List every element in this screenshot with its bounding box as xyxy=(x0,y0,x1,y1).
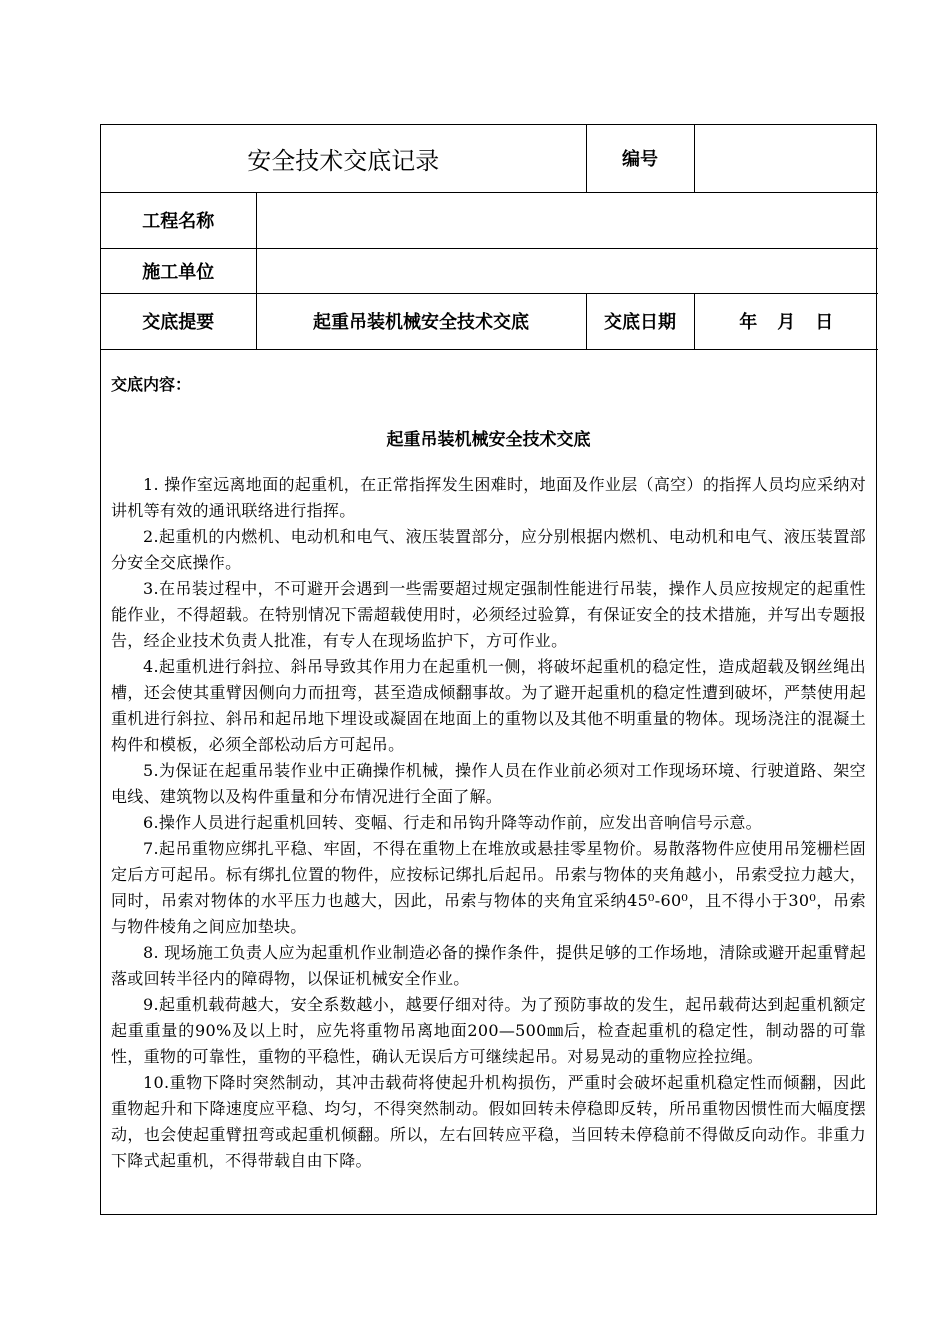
date-year: 年 xyxy=(739,312,758,333)
paragraph-8: 8. 现场施工负责人应为起重机作业制造必备的操作条件，提供足够的工作场地，清除或避开起重臂起落或回转半径内的障碍物，以保证机械安全作业。 xyxy=(111,942,866,988)
content-section xyxy=(101,372,876,1174)
paragraph-4: 4.起重机进行斜拉、斜吊导致其作用力在起重机一侧，将破坏起重机的稳定性，造成超载及钢丝绳出槽，还会使其重臂因侧向力而扭弯，甚至造成倾翻事故。为了避开起重机的稳定性遭到破坏，严禁使用起重机进行斜拉、斜吊和起吊地下埋设或凝固在地面上的重物以及其他不明重量的物体。现场浇注的混凝土构件和模板，必须全部松动后方可起吊。 xyxy=(111,656,866,754)
paragraph-3: 3.在吊装过程中，不可避开会遇到一些需要超过规定强制性能进行吊装，操作人员应按规定的起重性能作业，不得超载。在特别情况下需超载使用时，必须经过验算，有保证安全的技术措施，并写出专题报告，经企业技术负责人批准，有专人在现场监护下，方可作业。 xyxy=(111,578,866,650)
date-day: 日 xyxy=(815,312,834,333)
date-label: 交底日期 xyxy=(586,293,694,349)
number-label: 编号 xyxy=(586,125,694,192)
paragraph-1: 1. 操作室远离地面的起重机，在正常指挥发生困难时，地面及作业层（高空）的指挥人员均应采纳对讲机等有效的通讯联络进行指挥。 xyxy=(111,474,866,520)
summary-value: 起重吊装机械安全技术交底 xyxy=(256,293,586,349)
title-row xyxy=(101,125,878,192)
disclosure-record-form xyxy=(100,124,877,1215)
project-name-field[interactable] xyxy=(256,192,878,248)
construction-unit-label: 施工单位 xyxy=(101,248,256,293)
content-label: 交底内容： xyxy=(111,374,192,394)
construction-unit-field[interactable] xyxy=(256,248,878,293)
date-month: 月 xyxy=(777,312,796,333)
paragraph-6: 6.操作人员进行起重机回转、变幅、行走和吊钩升降等动作前，应发出音响信号示意。 xyxy=(143,812,762,832)
paragraph-10: 10.重物下降时突然制动，其冲击载荷将使起升机构损伤，严重时会破坏起重机稳定性而倾翻，因此重物起升和下降速度应平稳、均匀，不得突然制动。假如回转未停稳即反转，所吊重物因惯性而大幅度摆动，也会使起重臂扭弯或起重机倾翻。所以，左右回转应平稳，当回转未停稳前不得做反向动作。非重力下降式起重机，不得带载自由下降。 xyxy=(111,1072,866,1170)
summary-row xyxy=(101,293,878,349)
paragraph-2: 2.起重机的内燃机、电动机和电气、液压装置部分，应分别根据内燃机、电动机和电气、液压装置部分安全交底操作。 xyxy=(111,526,866,572)
paragraph-5: 5.为保证在起重吊装作业中正确操作机械，操作人员在作业前必须对工作现场环境、行驶道路、架空电线、建筑物以及构件重量和分布情况进行全面了解。 xyxy=(111,760,866,806)
form-title: 安全技术交底记录 xyxy=(101,125,586,192)
content-title: 起重吊装机械安全技术交底 xyxy=(386,429,591,450)
paragraph-7: 7.起吊重物应绑扎平稳、牢固，不得在重物上在堆放或悬挂零星物价。易散落物件应使用吊笼栅栏固定后方可起吊。标有绑扎位置的物件，应按标记绑扎后起吊。吊索与物体的夹角越小，吊索受拉力越大，同时，吊索对物体的水平压力也越大，因此，吊索与物体的夹角宜采纳45⁰-60⁰，且不得小于30⁰，吊索与物件棱角之间应加垫块。 xyxy=(111,838,866,936)
summary-label: 交底提要 xyxy=(101,293,256,349)
paragraph-9: 9.起重机载荷越大，安全系数越小，越要仔细对待。为了预防事故的发生，起吊载荷达到起重机额定起重重量的90%及以上时，应先将重物吊离地面200—500㎜后，检查起重机的稳定性，制动器的可靠性，重物的可靠性，重物的平稳性，确认无误后方可继续起吊。对易晃动的重物应拴拉绳。 xyxy=(111,994,866,1066)
number-field[interactable] xyxy=(694,125,878,192)
header-table xyxy=(101,125,878,350)
date-field[interactable] xyxy=(694,293,878,349)
project-name-label: 工程名称 xyxy=(101,192,256,248)
unit-row xyxy=(101,248,878,293)
project-row xyxy=(101,192,878,248)
